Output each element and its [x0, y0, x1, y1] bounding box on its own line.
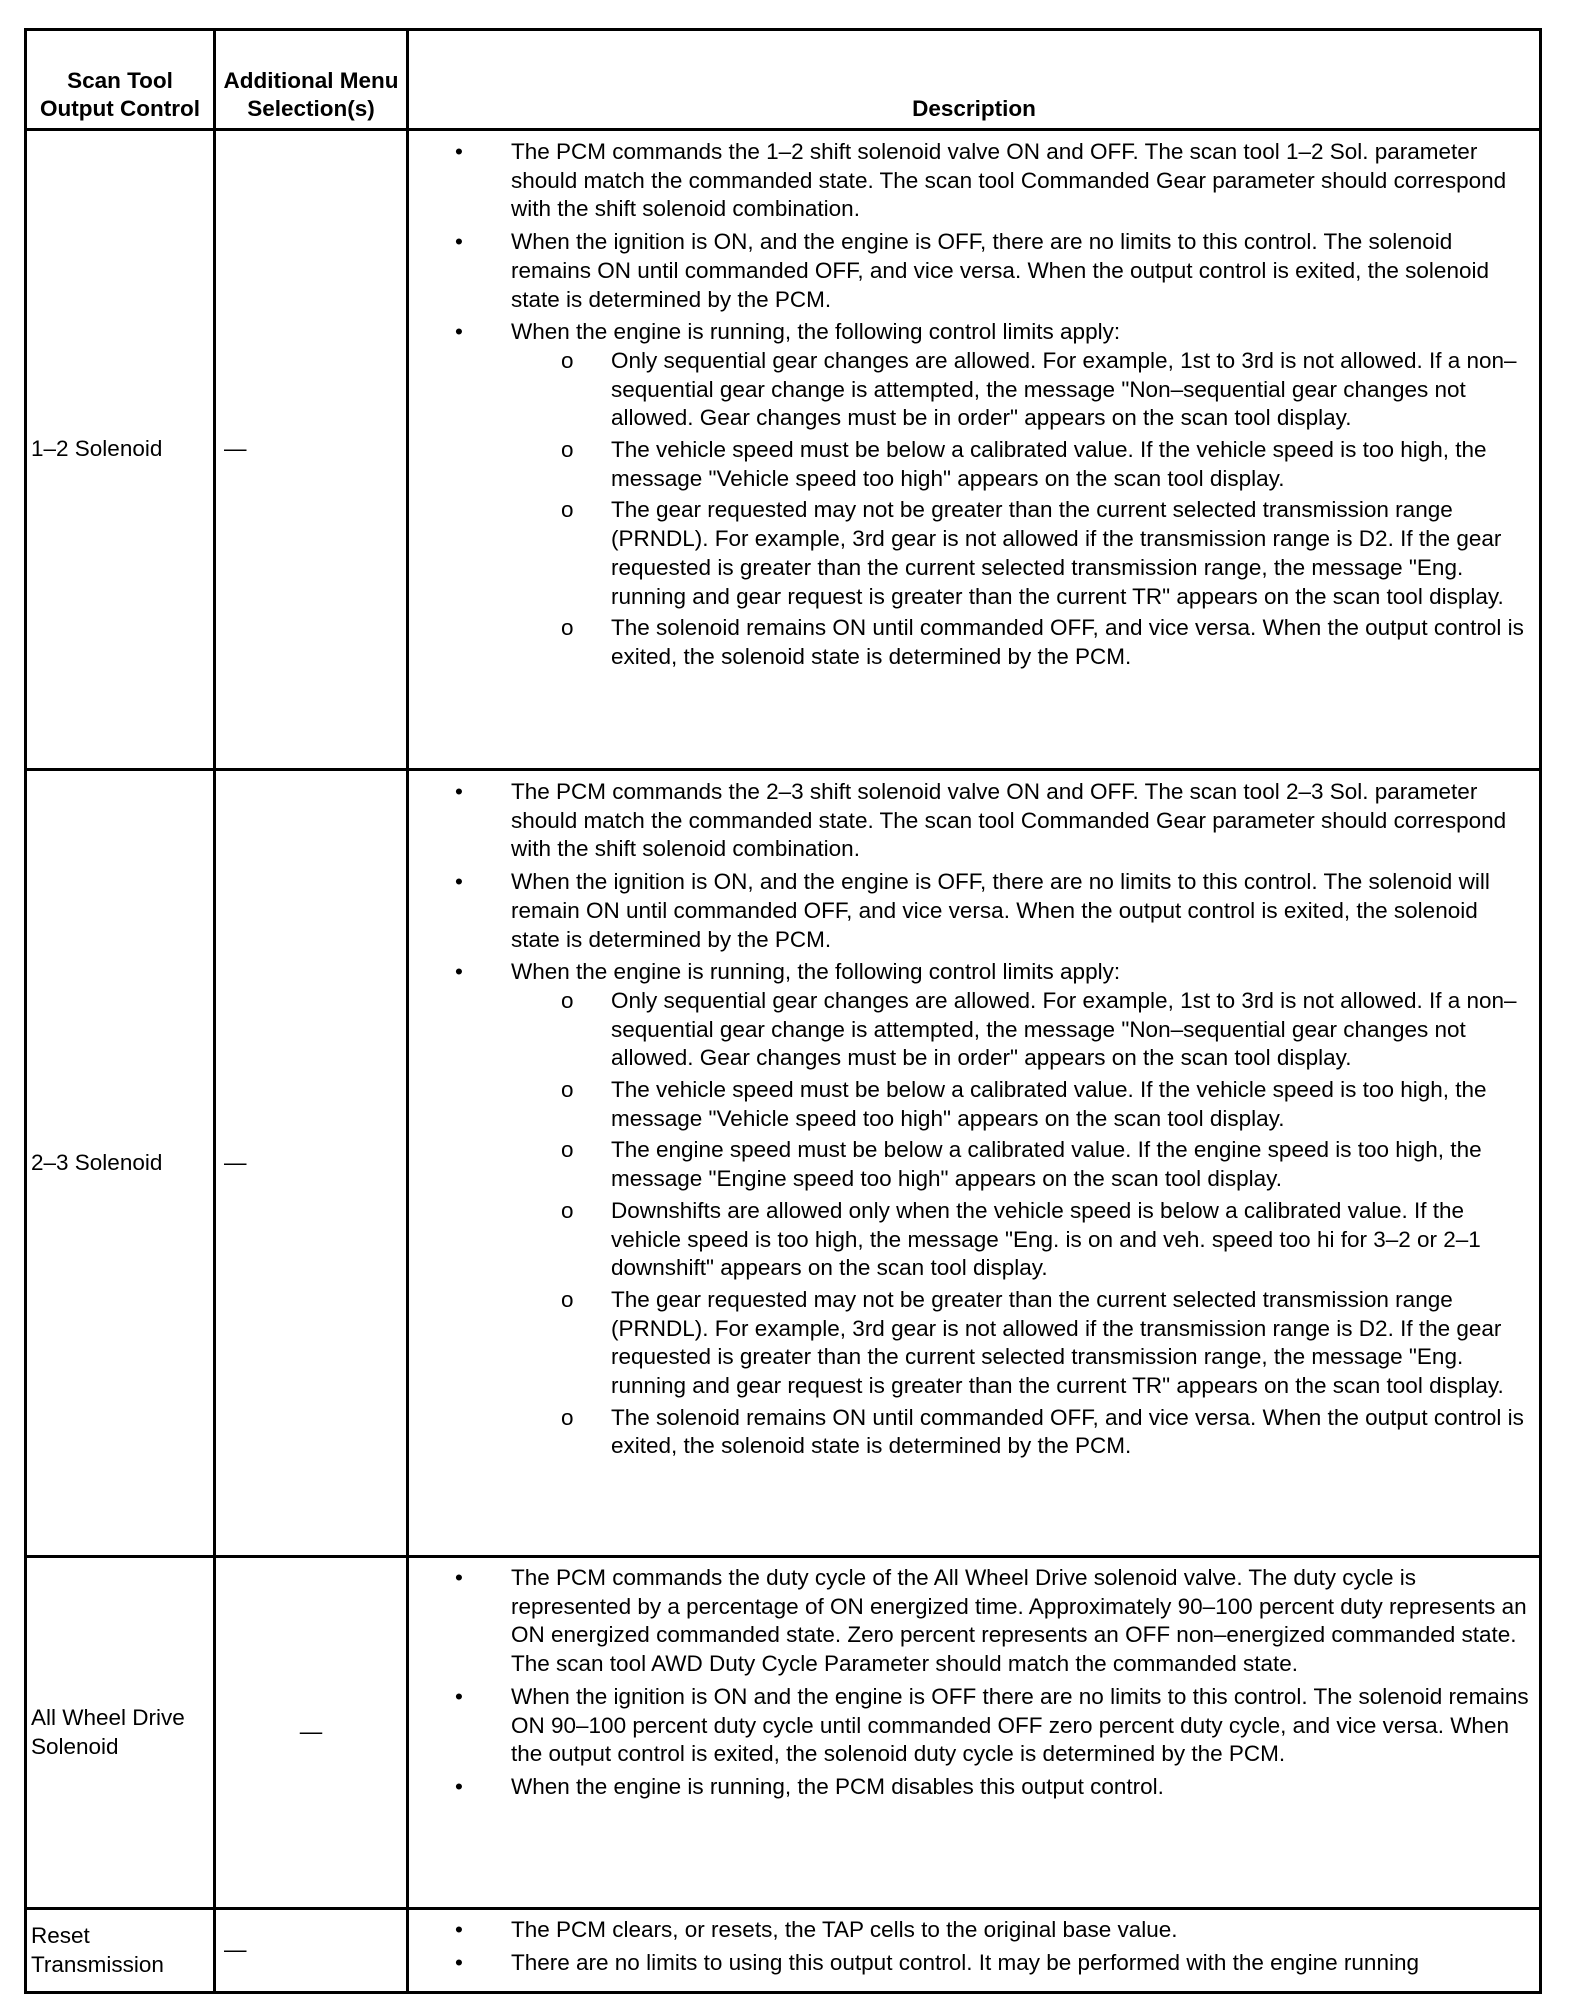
- sub-bullet-item: o The gear requested may not be greater than the current selected transmission range (PRNDL). For example, 3rd gear is not allowed if the transmission range is D2. If the gear requested is greater than the current selected transmission range, the message "Eng. running and gear request is greater than the current TR" appears on the scan tool display.: [611, 1286, 1531, 1401]
- bullet-item: • When the ignition is ON, and the engine is OFF, there are no limits to this control. The solenoid remains ON until commanded OFF, and vice versa. When the output control is exited, the solenoid state is determined by the PCM.: [511, 228, 1531, 314]
- sub-bullet-item: o The vehicle speed must be below a calibrated value. If the vehicle speed is too high, the message "Vehicle speed too high" appears on the scan tool display.: [611, 436, 1531, 493]
- sub-bullet-item: o Only sequential gear changes are allowed. For example, 1st to 3rd is not allowed. If a non–sequential gear change is attempted, the message "Non–sequential gear changes not allowed. Gear changes must be in order" appears on the scan tool display.: [611, 347, 1531, 433]
- output-control-table: [24, 28, 1542, 1994]
- table-row: [26, 770, 1541, 1557]
- row-description: [408, 1557, 1541, 1909]
- row-description: [408, 770, 1541, 1557]
- sub-bullet-item: o The gear requested may not be greater than the current selected transmission range (PRNDL). For example, 3rd gear is not allowed if the transmission range is D2. If the gear requested is greater than the current selected transmission range, the message "Eng. running and gear request is greater than the current TR" appears on the scan tool display.: [611, 496, 1531, 611]
- header-row: [26, 30, 1541, 130]
- bullet-item: • The PCM clears, or resets, the TAP cells to the original base value.: [511, 1916, 1531, 1945]
- row-menu-selection: —: [215, 130, 408, 770]
- table-row: [26, 1909, 1541, 1993]
- bullet-text: When the engine is running, the following control limits apply:: [511, 319, 1121, 345]
- row-menu-selection: —: [215, 770, 408, 1557]
- bullet-item: • The PCM commands the duty cycle of the All Wheel Drive solenoid valve. The duty cycle is represented by a percentage of ON energized time. Approximately 90–100 percent duty represents an ON energized commanded state. Zero percent represents an OFF non–energized commanded state. The scan tool AWD Duty Cycle Parameter should match the commanded state.: [511, 1564, 1531, 1679]
- row-menu-selection: —: [215, 1909, 408, 1993]
- sub-bullet-item: o Downshifts are allowed only when the vehicle speed is below a calibrated value. If the vehicle speed is too high, the message "Eng. is on and veh. speed too hi for 3–2 or 2–1 downshift" appears on the scan tool display.: [611, 1197, 1531, 1283]
- bullet-item: • There are no limits to using this output control. It may be performed with the engine running: [511, 1949, 1531, 1978]
- bullet-item: • When the ignition is ON, and the engine is OFF, there are no limits to this control. The solenoid will remain ON until commanded OFF, and vice versa. When the output control is exited, the solenoid state is determined by the PCM.: [511, 868, 1531, 954]
- sub-bullet-item: o The vehicle speed must be below a calibrated value. If the vehicle speed is too high, the message "Vehicle speed too high" appears on the scan tool display.: [611, 1076, 1531, 1133]
- bullet-item: • The PCM commands the 1–2 shift solenoid valve ON and OFF. The scan tool 1–2 Sol. parameter should match the commanded state. The scan tool Commanded Gear parameter should correspond with the shift solenoid combination.: [511, 138, 1531, 224]
- header-additional-menu-selections: Additional Menu Selection(s): [215, 30, 408, 130]
- bullet-text: When the engine is running, the following control limits apply:: [511, 959, 1121, 985]
- sub-bullet-item: o Only sequential gear changes are allowed. For example, 1st to 3rd is not allowed. If a non–sequential gear change is attempted, the message "Non–sequential gear changes not allowed. Gear changes must be in order" appears on the scan tool display.: [611, 987, 1531, 1073]
- bullet-item: • The PCM commands the 2–3 shift solenoid valve ON and OFF. The scan tool 2–3 Sol. parameter should match the commanded state. The scan tool Commanded Gear parameter should correspond with the shift solenoid combination.: [511, 778, 1531, 864]
- sub-bullet-item: o The solenoid remains ON until commanded OFF, and vice versa. When the output control is exited, the solenoid state is determined by the PCM.: [611, 614, 1531, 671]
- row-description: [408, 1909, 1541, 1993]
- header-description: Description: [408, 30, 1541, 130]
- bullet-item: • When the engine is running, the PCM disables this output control.: [511, 1773, 1531, 1802]
- sub-bullet-item: o The solenoid remains ON until commanded OFF, and vice versa. When the output control is exited, the solenoid state is determined by the PCM.: [611, 1404, 1531, 1461]
- row-description: [408, 130, 1541, 770]
- bullet-item: [511, 318, 1531, 671]
- header-scan-tool-output-control: Scan Tool Output Control: [26, 30, 215, 130]
- bullet-item: [511, 958, 1531, 1461]
- bullet-item: • When the ignition is ON and the engine is OFF there are no limits to this control. The solenoid remains ON 90–100 percent duty cycle until commanded OFF zero percent duty cycle, and vice versa. When the output control is exited, the solenoid duty cycle is determined by the PCM.: [511, 1683, 1531, 1769]
- sub-bullet-item: o The engine speed must be below a calibrated value. If the engine speed is too high, the message "Engine speed too high" appears on the scan tool display.: [611, 1136, 1531, 1193]
- row-name: 2–3 Solenoid: [26, 770, 215, 1557]
- row-menu-selection: —: [215, 1557, 408, 1909]
- row-name: All Wheel Drive Solenoid: [26, 1557, 215, 1909]
- row-name: 1–2 Solenoid: [26, 130, 215, 770]
- row-name: Reset Transmission: [26, 1909, 215, 1993]
- table-row: [26, 1557, 1541, 1909]
- table-row: [26, 130, 1541, 770]
